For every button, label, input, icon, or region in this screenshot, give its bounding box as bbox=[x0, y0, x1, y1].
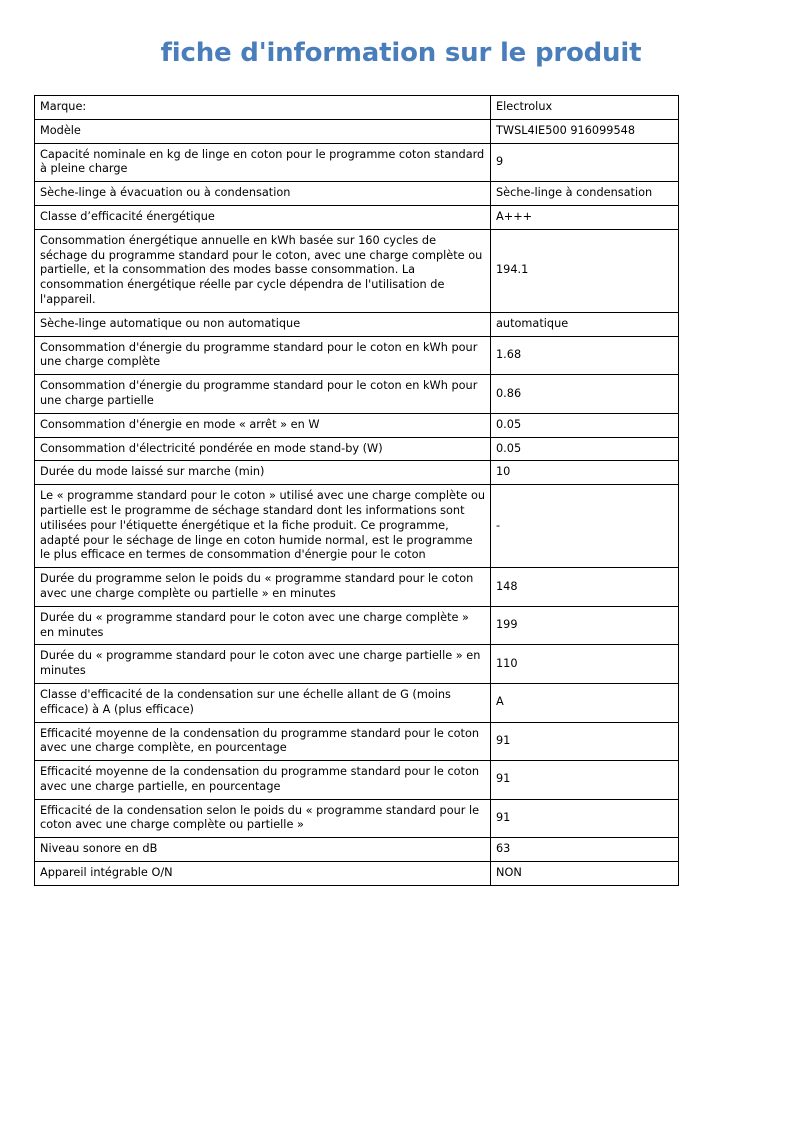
spec-label-cell: Consommation d'électricité pondérée en mode stand-by (W) bbox=[35, 437, 491, 461]
spec-value-cell: 0.05 bbox=[491, 413, 679, 437]
spec-value-cell: 9 bbox=[491, 143, 679, 182]
spec-value-cell: Electrolux bbox=[491, 96, 679, 120]
spec-label-cell: Durée du programme selon le poids du « programme standard pour le coton avec une charge complète ou partielle » en minutes bbox=[35, 568, 491, 607]
table-row bbox=[35, 606, 679, 645]
table-row bbox=[35, 96, 679, 120]
table-row bbox=[35, 143, 679, 182]
table-row bbox=[35, 485, 679, 568]
table-row bbox=[35, 437, 679, 461]
spec-value-cell: 0.86 bbox=[491, 375, 679, 414]
page-title: fiche d'information sur le produit bbox=[160, 38, 642, 68]
spec-value-cell: A bbox=[491, 683, 679, 722]
spec-value-cell: 91 bbox=[491, 761, 679, 800]
spec-value-cell: 10 bbox=[491, 461, 679, 485]
table-row bbox=[35, 799, 679, 838]
table-row bbox=[35, 229, 679, 312]
table-row bbox=[35, 182, 679, 206]
table-row bbox=[35, 413, 679, 437]
spec-value-cell: 194.1 bbox=[491, 229, 679, 312]
spec-value-cell: TWSL4IE500 916099548 bbox=[491, 119, 679, 143]
spec-label-cell: Efficacité moyenne de la condensation du programme standard pour le coton avec une charge partielle, en pourcentage bbox=[35, 761, 491, 800]
table-row bbox=[35, 838, 679, 862]
table-row bbox=[35, 119, 679, 143]
table-row bbox=[35, 862, 679, 886]
spec-label-cell: Marque: bbox=[35, 96, 491, 120]
spec-label-cell: Durée du mode laissé sur marche (min) bbox=[35, 461, 491, 485]
table-row bbox=[35, 336, 679, 375]
spec-label-cell: Consommation d'énergie du programme standard pour le coton en kWh pour une charge complète bbox=[35, 336, 491, 375]
spec-label-cell: Appareil intégrable O/N bbox=[35, 862, 491, 886]
spec-label-cell: Sèche-linge à évacuation ou à condensation bbox=[35, 182, 491, 206]
spec-value-cell: 1.68 bbox=[491, 336, 679, 375]
table-row bbox=[35, 722, 679, 761]
spec-value-cell: 199 bbox=[491, 606, 679, 645]
table-row bbox=[35, 645, 679, 684]
table-row bbox=[35, 461, 679, 485]
spec-label-cell: Efficacité moyenne de la condensation du programme standard pour le coton avec une charge complète, en pourcentage bbox=[35, 722, 491, 761]
spec-label-cell: Classe d'efficacité de la condensation sur une échelle allant de G (moins efficace) à A (plus efficace) bbox=[35, 683, 491, 722]
spec-label-cell: Consommation énergétique annuelle en kWh basée sur 160 cycles de séchage du programme standard pour le coton, avec une charge complète ou partielle, et la consommation des modes basse consommation. La consommation énergétique réelle par cycle dépendra de l'utilisation de l'appareil. bbox=[35, 229, 491, 312]
spec-value-cell: 0.05 bbox=[491, 437, 679, 461]
table-row bbox=[35, 375, 679, 414]
spec-label-cell: Sèche-linge automatique ou non automatique bbox=[35, 312, 491, 336]
spec-label-cell: Durée du « programme standard pour le coton avec une charge partielle » en minutes bbox=[35, 645, 491, 684]
spec-value-cell: 91 bbox=[491, 722, 679, 761]
spec-label-cell: Capacité nominale en kg de linge en coton pour le programme coton standard à pleine charge bbox=[35, 143, 491, 182]
spec-value-cell: automatique bbox=[491, 312, 679, 336]
spec-label-cell: Classe d’efficacité énergétique bbox=[35, 205, 491, 229]
spec-label-cell: Modèle bbox=[35, 119, 491, 143]
spec-value-cell: - bbox=[491, 485, 679, 568]
spec-label-cell: Le « programme standard pour le coton » utilisé avec une charge complète ou partielle est le programme de séchage standard dont les informations sont utilisées pour l'étiquette énergétique et la fiche produit. Ce programme, adapté pour le séchage de linge en coton humide normal, est le programme le plus efficace en termes de consommation d'énergie pour le coton bbox=[35, 485, 491, 568]
table-row bbox=[35, 683, 679, 722]
spec-value-cell: 91 bbox=[491, 799, 679, 838]
spec-label-cell: Consommation d'énergie du programme standard pour le coton en kWh pour une charge partielle bbox=[35, 375, 491, 414]
table-row bbox=[35, 568, 679, 607]
spec-label-cell: Durée du « programme standard pour le coton avec une charge complète » en minutes bbox=[35, 606, 491, 645]
spec-label-cell: Consommation d'énergie en mode « arrêt » en W bbox=[35, 413, 491, 437]
product-specification-table bbox=[34, 95, 679, 886]
table-row bbox=[35, 761, 679, 800]
table-row bbox=[35, 312, 679, 336]
spec-table-body bbox=[35, 96, 679, 886]
spec-value-cell: NON bbox=[491, 862, 679, 886]
spec-value-cell: Sèche-linge à condensation bbox=[491, 182, 679, 206]
spec-value-cell: 148 bbox=[491, 568, 679, 607]
spec-value-cell: A+++ bbox=[491, 205, 679, 229]
spec-value-cell: 63 bbox=[491, 838, 679, 862]
spec-label-cell: Efficacité de la condensation selon le poids du « programme standard pour le coton avec une charge complète ou partielle » bbox=[35, 799, 491, 838]
spec-label-cell: Niveau sonore en dB bbox=[35, 838, 491, 862]
table-row bbox=[35, 205, 679, 229]
spec-value-cell: 110 bbox=[491, 645, 679, 684]
